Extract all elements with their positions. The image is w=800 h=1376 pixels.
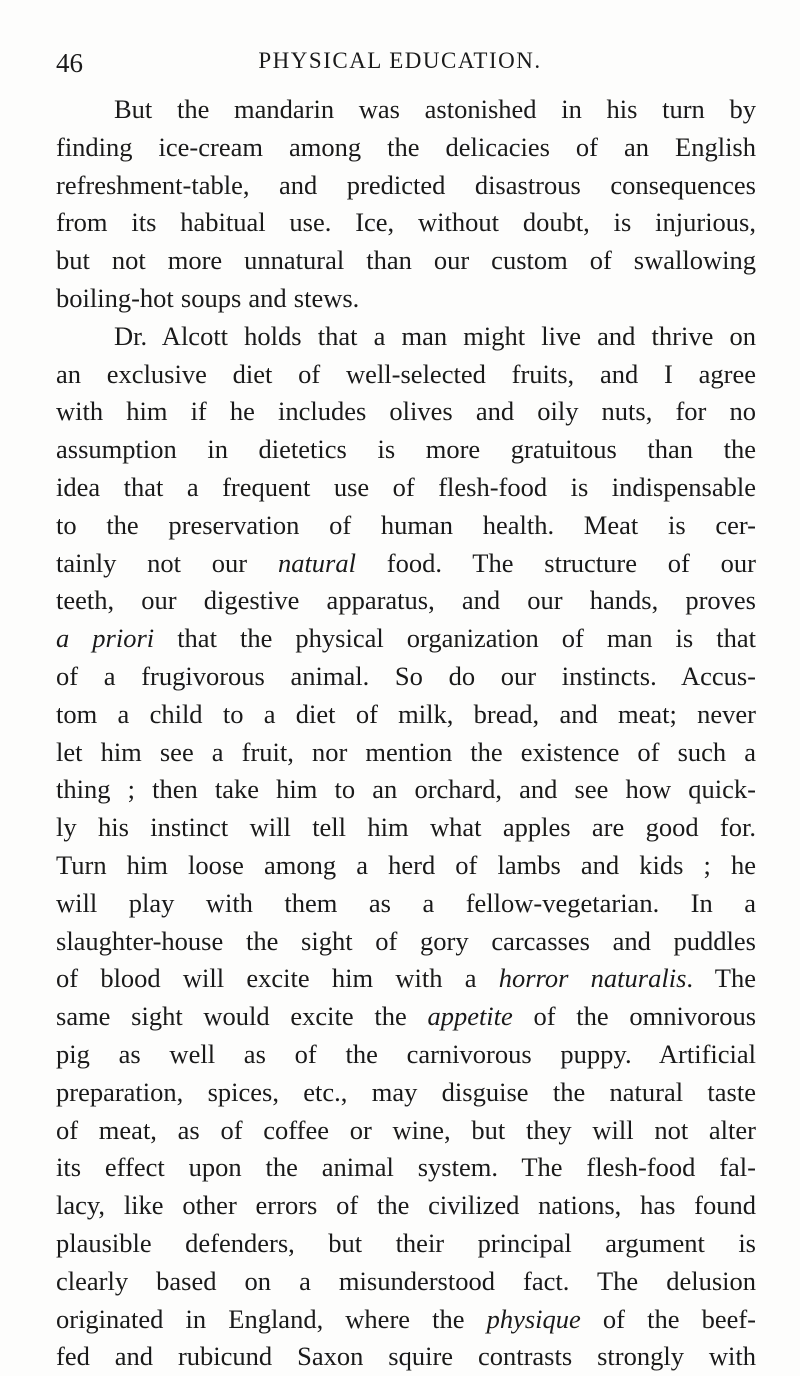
text-line: same sight would excite the appetite of the omnivorous (56, 1001, 757, 1032)
text-line: idea that a frequent use of flesh-food is indispensable (56, 471, 756, 502)
text-line: let him see a fruit, nor mention the existence of such a (56, 736, 756, 767)
text-line: with him if he includes olives and oily nuts, for no (56, 396, 756, 427)
text-line: of a frugivorous animal. So do our instincts. Accus- (56, 660, 756, 691)
text-line: refreshment-table, and predicted disastrous consequences (56, 169, 756, 200)
paragraph-1 (56, 91, 756, 318)
text-line: but not more unnatural than our custom of swallowing (56, 245, 756, 276)
text-line: slaughter-house the sight of gory carcasses and puddles (56, 925, 756, 956)
text-line: of blood will excite him with a horror naturalis. The (56, 963, 756, 994)
text-line: an exclusive diet of well-selected fruits, and I agree (56, 358, 756, 389)
text-line: pig as well as of the carnivorous puppy. Artificial (56, 1038, 756, 1069)
body-text (56, 91, 756, 1376)
text-line: tainly not our natural food. The structure of our (56, 547, 756, 578)
text-line: from its habitual use. Ice, without doubt, is injurious, (56, 207, 756, 238)
page-number: 46 (56, 48, 83, 78)
text-line: its effect upon the animal system. The flesh-food fal- (56, 1152, 756, 1183)
text-line: preparation, spices, etc., may disguise the natural taste (56, 1076, 756, 1107)
paragraph-2 (56, 318, 756, 1376)
text-line: finding ice-cream among the delicacies of an English (56, 131, 756, 162)
text-line: of meat, as of coffee or wine, but they will not alter (56, 1114, 756, 1145)
text-line: thing ; then take him to an orchard, and see how quick- (56, 774, 756, 805)
running-title: PHYSICAL EDUCATION. (258, 48, 542, 73)
text-line: Turn him loose among a herd of lambs and kids ; he (56, 849, 756, 880)
text-line: plausible defenders, but their principal argument is (56, 1227, 756, 1258)
text-line: to the preservation of human health. Meat is cer- (56, 509, 756, 540)
text-line: originated in England, where the physique of the beef- (56, 1303, 756, 1334)
text-line: ly his instinct will tell him what apples are good for. (56, 812, 756, 843)
text-line: boiling-hot soups and stews. (56, 282, 360, 313)
text-line: Dr. Alcott holds that a man might live and thrive on (114, 320, 756, 351)
text-line: But the mandarin was astonished in his turn by (114, 94, 756, 124)
text-line: clearly based on a misunderstood fact. The delusion (56, 1265, 756, 1296)
text-line: teeth, our digestive apparatus, and our hands, proves (56, 585, 756, 616)
text-line: a priori that the physical organization of man is that (56, 623, 756, 654)
text-line: fed and rubicund Saxon squire contrasts strongly with (56, 1341, 756, 1372)
text-line: will play with them as a fellow-vegetarian. In a (56, 887, 756, 918)
text-line: lacy, like other errors of the civilized nations, has found (56, 1190, 756, 1221)
text-line: tom a child to a diet of milk, bread, and meat; never (56, 698, 756, 729)
running-head (56, 48, 744, 82)
text-line: assumption in dietetics is more gratuitous than the (56, 434, 756, 465)
